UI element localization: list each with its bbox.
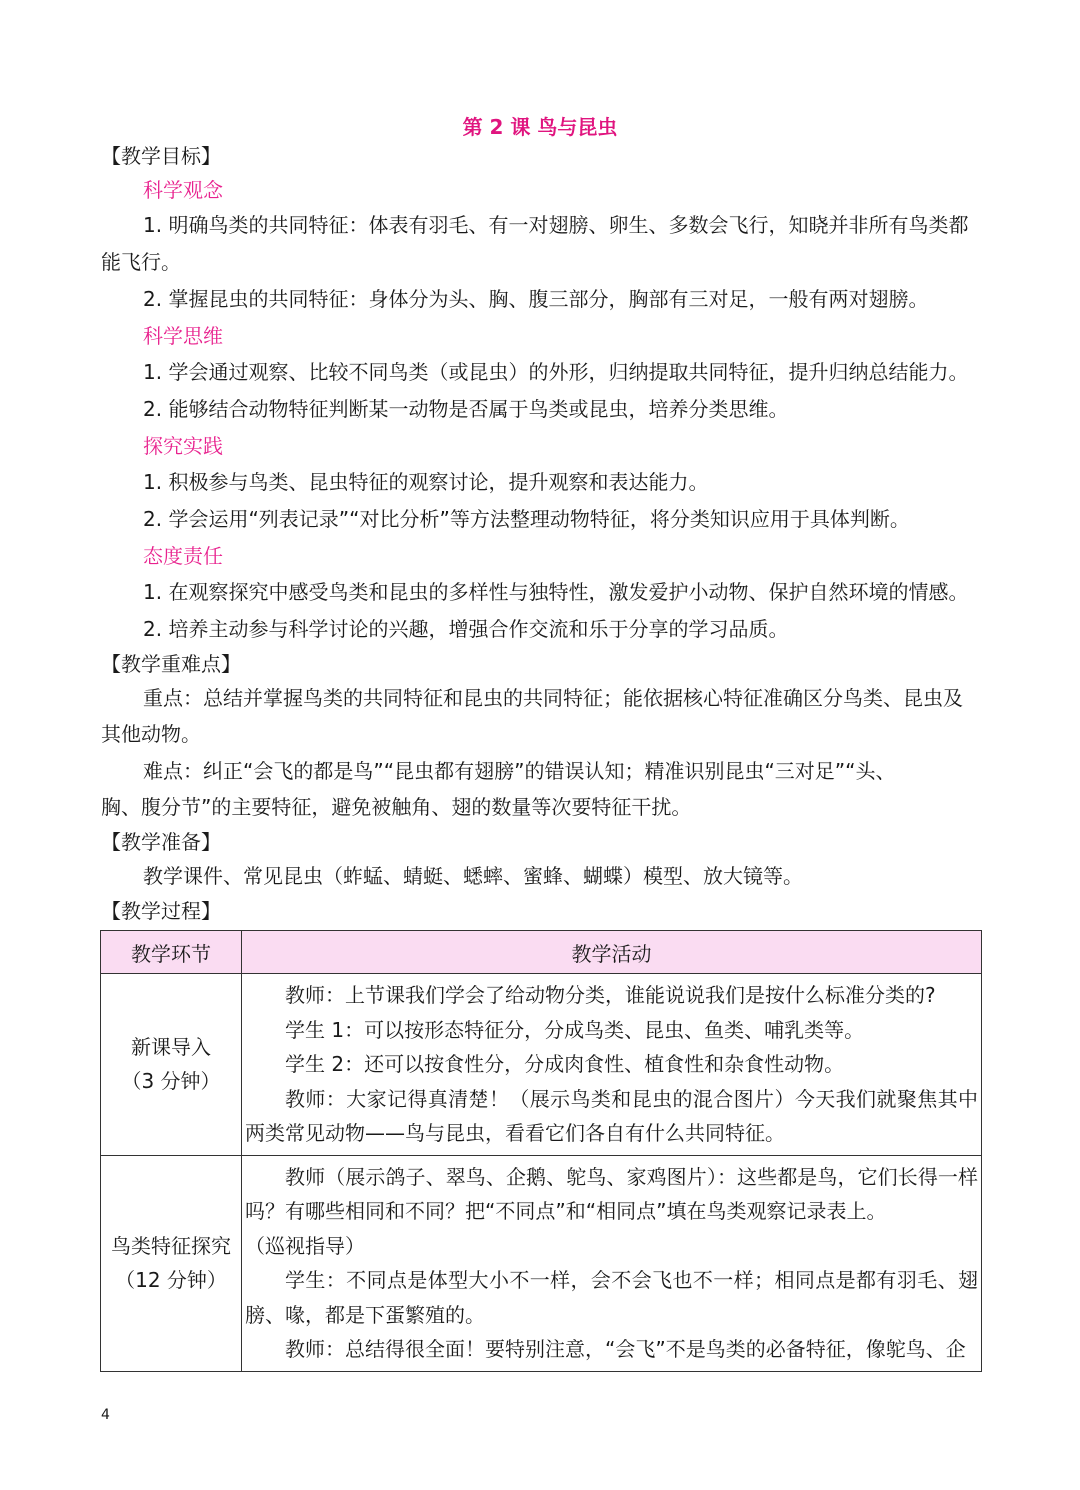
- stage-cell: [101, 974, 242, 1156]
- activity-paragraph: 学生 1：可以按形态特征分，分成鸟类、昆虫、鱼类、哺乳类等。: [285, 1017, 865, 1042]
- activity-paragraph: 学生 2：还可以按食性分，分成肉食性、植食性和杂食性动物。: [285, 1052, 845, 1076]
- activity-cell: [242, 1155, 982, 1371]
- activity-paragraph: 学生：不同点是体型大小不一样，会不会飞也不一样；相同点是都有羽毛、翅膀、喙，都是下蛋繁殖的。: [245, 1268, 978, 1327]
- science-thinking-item-2: 2. 能够结合动物特征判断某一动物是否属于鸟类或昆虫，培养分类思维。: [143, 397, 789, 421]
- attitude-item-1: 1. 在观察探究中感受鸟类和昆虫的多样性与独特性，激发爱护小动物、保护自然环境的情感。: [143, 580, 969, 604]
- science-concept-item-1: 1. 明确鸟类的共同特征：体表有羽毛、有一对翅膀、卵生、多数会飞行，知晓并非所有鸟类都: [143, 213, 969, 237]
- activity-paragraph: 教师：总结得很全面！要特别注意，“会飞”不是鸟类的必备特征，像鸵鸟、企: [285, 1337, 966, 1361]
- table-row: [101, 1155, 982, 1371]
- focus-text: 重点：总结并掌握鸟类的共同特征和昆虫的共同特征；能依据核心特征准确区分鸟类、昆虫及: [143, 686, 963, 710]
- attitude-title: 态度责任: [143, 544, 223, 568]
- science-thinking-title: 科学思维: [143, 324, 223, 348]
- stage-duration: （3 分钟）: [121, 1069, 221, 1094]
- activity-column-header: 教学活动: [242, 931, 982, 974]
- inquiry-practice-item-2: 2. 学会运用“列表记录”“对比分析”等方法整理动物特征，将分类知识应用于具体判断。: [143, 507, 910, 531]
- page-number: 4: [101, 1407, 110, 1423]
- stage-cell: [101, 1155, 242, 1371]
- activity-paragraph: 教师：上节课我们学会了给动物分类，谁能说说我们是按什么标准分类的?: [285, 983, 936, 1007]
- table-row: [101, 974, 982, 1156]
- teaching-process-table: [100, 930, 982, 1372]
- preparation-text: 教学课件、常见昆虫（蚱蜢、蜻蜓、蟋蟀、蜜蜂、蝴蝶）模型、放大镜等。: [143, 864, 803, 888]
- preparation-heading: 【教学准备】: [101, 830, 221, 854]
- stage-column-header: 教学环节: [101, 931, 242, 974]
- activity-paragraph: （巡视指导）: [245, 1233, 365, 1258]
- inquiry-practice-item-1: 1. 积极参与鸟类、昆虫特征的观察讨论，提升观察和表达能力。: [143, 470, 709, 494]
- stage-name: 鸟类特征探究: [111, 1234, 231, 1258]
- difficulty-text-cont: 胸、腹分节”的主要特征，避免被触角、翅的数量等次要特征干扰。: [101, 795, 692, 819]
- science-concept-item-1-cont: 能飞行。: [101, 250, 181, 274]
- difficulty-text: 难点：纠正“会飞的都是鸟”“昆虫都有翅膀”的错误认知；精准识别昆虫“三对足”“头、: [143, 759, 896, 783]
- lesson-title: 第 2 课 鸟与昆虫: [462, 115, 618, 139]
- stage-duration: （12 分钟）: [115, 1268, 227, 1292]
- activity-paragraph: 教师：大家记得真清楚！（展示鸟类和昆虫的混合图片）今天我们就聚焦其中两类常见动物——鸟与昆虫，看看它们各自有什么共同特征。: [245, 1086, 978, 1145]
- science-thinking-item-1: 1. 学会通过观察、比较不同鸟类（或昆虫）的外形，归纳提取共同特征，提升归纳总结能力。: [143, 360, 969, 384]
- table-header-row: [101, 931, 982, 974]
- stage-name: 新课导入: [131, 1035, 211, 1060]
- inquiry-practice-title: 探究实践: [143, 434, 223, 458]
- science-concept-item-2: 2. 掌握昆虫的共同特征：身体分为头、胸、腹三部分，胸部有三对足，一般有两对翅膀。: [143, 287, 929, 311]
- attitude-item-2: 2. 培养主动参与科学讨论的兴趣，增强合作交流和乐于分享的学习品质。: [143, 617, 789, 641]
- activity-cell: [242, 974, 982, 1156]
- objectives-heading: 【教学目标】: [101, 144, 221, 168]
- science-concept-title: 科学观念: [143, 178, 223, 202]
- focus-text-cont: 其他动物。: [101, 722, 201, 746]
- activity-paragraph: 教师（展示鸽子、翠鸟、企鹅、鸵鸟、家鸡图片）：这些都是鸟，它们长得一样吗？有哪些相同和不同？把“不同点”和“相同点”填在鸟类观察记录表上。: [245, 1164, 978, 1223]
- process-heading: 【教学过程】: [101, 899, 221, 923]
- key-points-heading: 【教学重难点】: [101, 652, 241, 676]
